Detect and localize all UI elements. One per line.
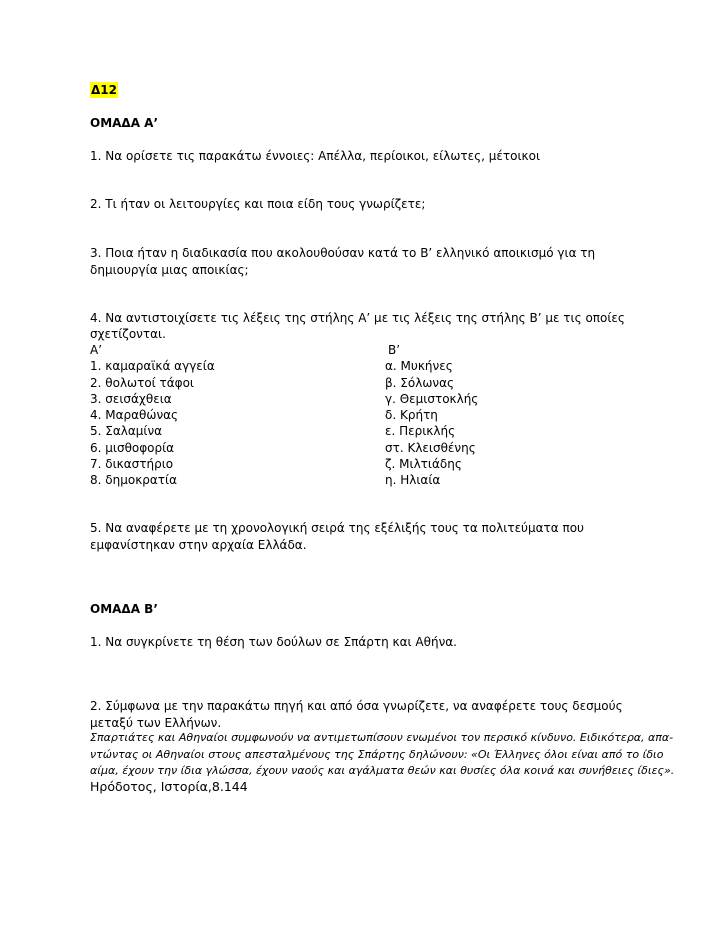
column-b-item: δ. Κρήτη (385, 408, 438, 422)
group-a-question-1: 1. Να ορίσετε τις παρακάτω έννοιες: Απέλλα, περίοικοι, είλωτες, μέτοικοι (90, 149, 541, 163)
question-line: 3. Ποια ήταν η διαδικασία που ακολουθούσαν κατά το Β’ ελληνικό αποικισμό για τη (90, 246, 596, 260)
question-line: δημιουργία μιας αποικίας; (90, 263, 249, 277)
source-line: Σπαρτιάτες και Αθηναίοι συμφωνούν να αντιμετωπίσουν ενωμένοι τον περσικό κίνδυνο. Ειδικότερα, απα- (90, 731, 674, 744)
question-line: σχετίζονται. (90, 327, 166, 341)
column-a-item: 4. Μαραθώνας (90, 408, 179, 422)
question-line: 5. Να αναφέρετε με τη χρονολογική σειρά της εξέλιξής τους τα πολιτεύματα που (90, 521, 584, 535)
column-b-item: στ. Κλεισθένης (385, 441, 476, 455)
group-a-title: ΟΜΑΔΑ Α’ (90, 116, 159, 130)
document-code: Δ12 (91, 83, 117, 97)
column-a-item: 3. σεισάχθεια (90, 392, 172, 406)
question-line: μεταξύ των Ελλήνων. (90, 716, 222, 730)
column-b-item: γ. Θεμιστοκλής (385, 392, 479, 406)
column-b-item: β. Σόλωνας (385, 376, 455, 390)
group-b-title: ΟΜΑΔΑ Β’ (90, 602, 158, 616)
source-line: αίμα, έχουν την ίδια γλώσσα, έχουν ναούς και αγάλματα θεών και θυσίες όλα κοινά και συνήθειες ίδιες». (90, 764, 675, 777)
column-b-item: α. Μυκήνες (385, 359, 453, 373)
column-b-item: η. Ηλιαία (385, 473, 441, 487)
column-a-item: 7. δικαστήριο (90, 457, 174, 471)
column-b-item: ε. Περικλής (385, 424, 456, 438)
group-b-question-1: 1. Να συγκρίνετε τη θέση των δούλων σε Σπάρτη και Αθήνα. (90, 635, 457, 649)
column-a-item: 2. θολωτοί τάφοι (90, 376, 194, 390)
column-a-header: Α’ (90, 343, 103, 357)
question-line: 4. Να αντιστοιχίσετε τις λέξεις της στήλης Α’ με τις λέξεις της στήλης Β’ με τις οποίες (90, 311, 625, 325)
column-a-item: 5. Σαλαμίνα (90, 424, 163, 438)
column-b-item: ζ. Μιλτιάδης (385, 457, 462, 471)
source-reference: Ηρόδοτος, Ιστορία,8.144 (90, 779, 248, 794)
question-line: εμφανίστηκαν στην αρχαία Ελλάδα. (90, 538, 307, 552)
group-a-question-2: 2. Τι ήταν οι λειτουργίες και ποια είδη τους γνωρίζετε; (90, 197, 426, 211)
source-line: ντώντας οι Αθηναίοι στους απεσταλμένους της Σπάρτης δηλώνουν: «Οι Έλληνες όλοι είναι από το ίδιο (90, 748, 664, 761)
column-a-item: 6. μισθοφορία (90, 441, 175, 455)
column-a-item: 8. δημοκρατία (90, 473, 177, 487)
column-a-item: 1. καμαραϊκά αγγεία (90, 359, 215, 373)
question-line: 2. Σύμφωνα με την παρακάτω πηγή και από όσα γνωρίζετε, να αναφέρετε τους δεσμούς (90, 699, 623, 713)
column-b-header: Β’ (388, 343, 401, 357)
